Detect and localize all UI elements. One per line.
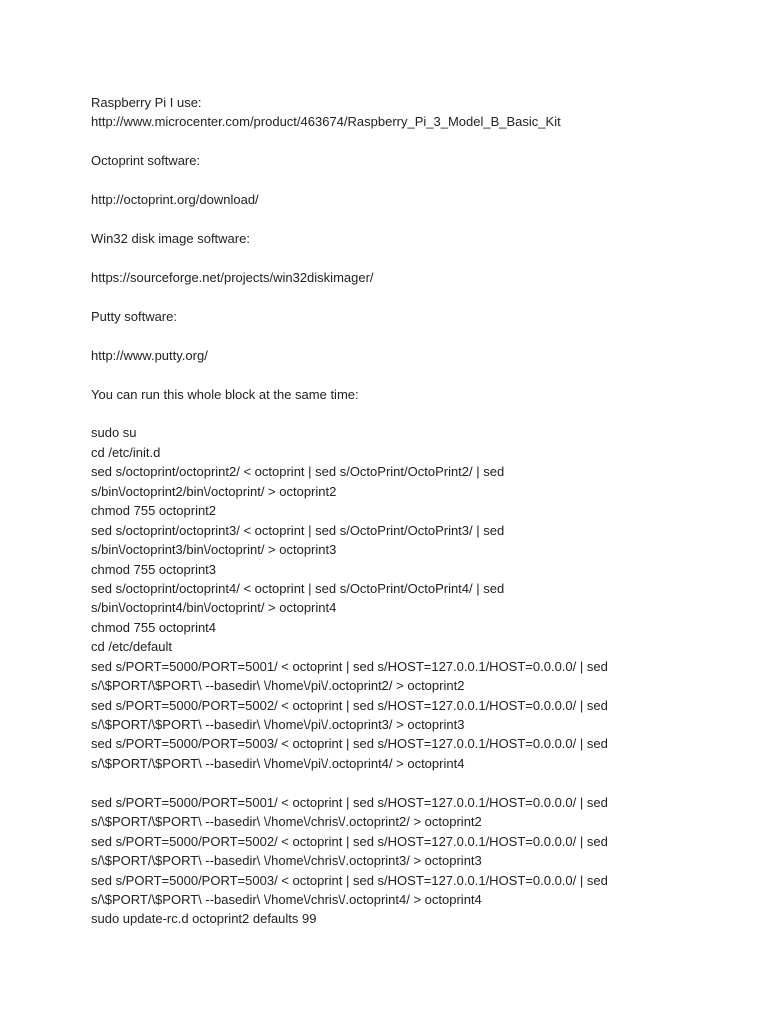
command-line: sed s/PORT=5000/PORT=5002/ < octoprint | sed s/HOST=127.0.0.1/HOST=0.0.0.0/ | sed bbox=[91, 833, 608, 849]
document-body bbox=[91, 93, 741, 929]
blank-line bbox=[91, 404, 741, 423]
command-line: sed s/octoprint/octoprint4/ < octoprint | sed s/OctoPrint/OctoPrint4/ | sed bbox=[91, 580, 505, 596]
blank-line bbox=[91, 210, 741, 229]
blank-line bbox=[91, 365, 741, 384]
command-line: sed s/octoprint/octoprint2/ < octoprint | sed s/OctoPrint/OctoPrint2/ | sed bbox=[91, 464, 505, 480]
command-line: sed s/PORT=5000/PORT=5001/ < octoprint | sed s/HOST=127.0.0.1/HOST=0.0.0.0/ | sed bbox=[91, 794, 608, 810]
command-line: sed s/PORT=5000/PORT=5003/ < octoprint | sed s/HOST=127.0.0.1/HOST=0.0.0.0/ | sed bbox=[91, 736, 608, 752]
command-line: s/\$PORT/\$PORT\ --basedir\ \/home\/chris\/.octoprint4/ > octoprint4 bbox=[91, 891, 482, 907]
command-line: cd /etc/default bbox=[91, 639, 172, 655]
url-line[interactable]: https://sourceforge.net/projects/win32diskimager/ bbox=[91, 269, 374, 285]
blank-line bbox=[91, 326, 741, 345]
blank-line bbox=[91, 171, 741, 190]
command-line: sed s/PORT=5000/PORT=5002/ < octoprint | sed s/HOST=127.0.0.1/HOST=0.0.0.0/ | sed bbox=[91, 697, 608, 713]
command-line: sudo update-rc.d octoprint2 defaults 99 bbox=[91, 911, 317, 927]
command-line: sudo su bbox=[91, 425, 137, 441]
command-line: sed s/PORT=5000/PORT=5003/ < octoprint | sed s/HOST=127.0.0.1/HOST=0.0.0.0/ | sed bbox=[91, 872, 608, 888]
command-line: cd /etc/init.d bbox=[91, 444, 161, 460]
command-line: s/\$PORT/\$PORT\ --basedir\ \/home\/chris\/.octoprint2/ > octoprint2 bbox=[91, 814, 482, 830]
url-line[interactable]: http://www.microcenter.com/product/463674/Raspberry_Pi_3_Model_B_Basic_Kit bbox=[91, 114, 561, 130]
url-line[interactable]: http://octoprint.org/download/ bbox=[91, 192, 259, 208]
command-line: chmod 755 octoprint2 bbox=[91, 503, 217, 519]
text-line: Raspberry Pi I use: bbox=[91, 95, 202, 110]
command-line: s/\$PORT/\$PORT\ --basedir\ \/home\/pi\/.octoprint4/ > octoprint4 bbox=[91, 755, 465, 771]
text-line: Octoprint software: bbox=[91, 153, 201, 169]
blank-line bbox=[91, 249, 741, 268]
blank-line bbox=[91, 773, 741, 792]
command-line: sed s/octoprint/octoprint3/ < octoprint | sed s/OctoPrint/OctoPrint3/ | sed bbox=[91, 522, 505, 538]
text-line: Win32 disk image software: bbox=[91, 231, 250, 247]
command-line: sed s/PORT=5000/PORT=5001/ < octoprint | sed s/HOST=127.0.0.1/HOST=0.0.0.0/ | sed bbox=[91, 658, 608, 674]
command-line: s/\$PORT/\$PORT\ --basedir\ \/home\/pi\/.octoprint2/ > octoprint2 bbox=[91, 678, 465, 694]
blank-line bbox=[91, 132, 741, 151]
url-line[interactable]: http://www.putty.org/ bbox=[91, 347, 208, 363]
command-line: s/bin\/octoprint2/bin\/octoprint/ > octoprint2 bbox=[91, 483, 337, 499]
blank-line bbox=[91, 287, 741, 306]
command-line: s/bin\/octoprint3/bin\/octoprint/ > octoprint3 bbox=[91, 542, 337, 558]
command-line: chmod 755 octoprint4 bbox=[91, 619, 217, 635]
command-line: s/\$PORT/\$PORT\ --basedir\ \/home\/pi\/.octoprint3/ > octoprint3 bbox=[91, 717, 465, 732]
text-line: You can run this whole block at the same time: bbox=[91, 386, 359, 402]
command-line: chmod 755 octoprint3 bbox=[91, 561, 217, 577]
command-line: s/bin\/octoprint4/bin\/octoprint/ > octoprint4 bbox=[91, 600, 337, 616]
command-line: s/\$PORT/\$PORT\ --basedir\ \/home\/chris\/.octoprint3/ > octoprint3 bbox=[91, 853, 482, 869]
text-line: Putty software: bbox=[91, 308, 177, 324]
